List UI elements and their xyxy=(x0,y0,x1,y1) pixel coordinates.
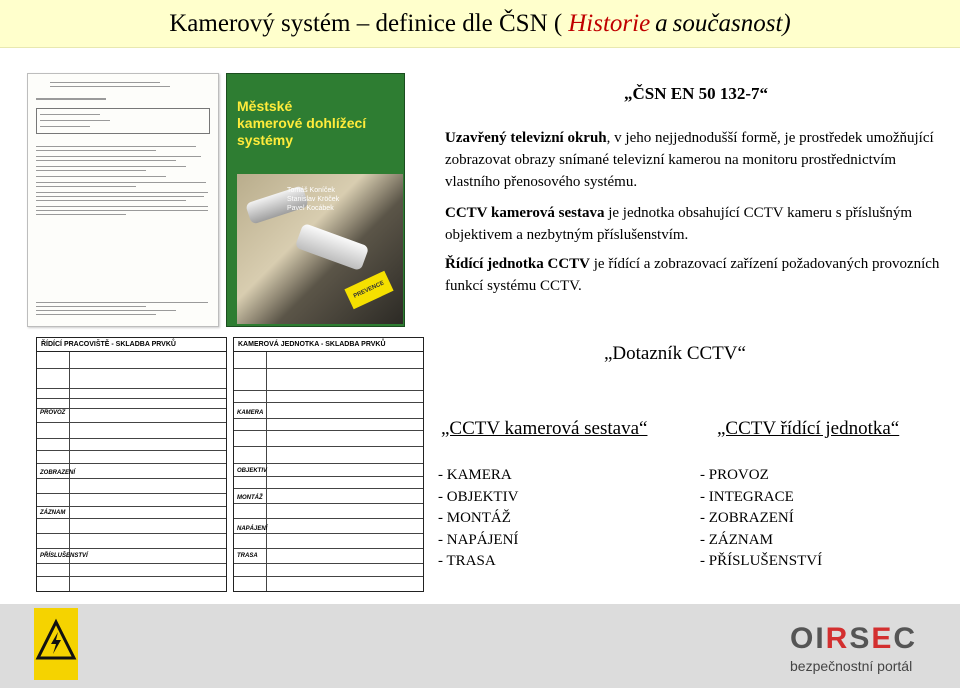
list-item: - TRASA xyxy=(438,553,496,570)
book-author: Tomáš Koníček xyxy=(287,187,335,194)
list-item: - KAMERA xyxy=(438,467,512,483)
high-voltage-warning-icon xyxy=(34,608,78,680)
form-section-label: PROVOZ xyxy=(40,410,66,416)
definition-paragraph xyxy=(445,127,945,193)
title-historie: Historie xyxy=(568,9,651,37)
standard-heading: „ČSN EN 50 132-7“ xyxy=(624,84,769,103)
form-section-label: ZÁZNAM xyxy=(40,510,66,516)
logo-text: OIRSEC xyxy=(790,622,918,655)
camera-component-list xyxy=(438,465,518,573)
book-author: Pavel Kocábek xyxy=(287,205,334,212)
slide-title xyxy=(0,0,960,48)
orsec-logo xyxy=(790,622,945,674)
definition-term: CCTV kamerová sestava xyxy=(445,205,605,221)
list-item: - OBJEKTIV xyxy=(438,488,519,505)
list-item: - PŘÍSLUŠENSTVÍ xyxy=(700,553,823,570)
title-soucasnost: současnost) xyxy=(672,9,791,37)
title-main: Kamerový systém – definice dle ČSN ( xyxy=(169,9,563,37)
definition-term: Uzavřený televizní okruh xyxy=(445,130,607,146)
definition-paragraph xyxy=(445,202,945,246)
form-header: ŘÍDÍCÍ PRACOVIŠTĚ - SKLADBA PRVKŮ xyxy=(37,338,226,352)
list-item: - ZOBRAZENÍ xyxy=(700,510,794,527)
book-authors xyxy=(287,186,339,213)
book-title: Městské kamerové dohlížecí systémy xyxy=(237,98,367,148)
form-camera-unit xyxy=(233,337,424,592)
list-item: - PROVOZ xyxy=(700,467,769,483)
list-item: - ZÁZNAM xyxy=(700,531,773,548)
column-heading-camera: „CCTV kamerová sestava“ xyxy=(441,418,648,439)
prevence-badge: PREVENCE xyxy=(344,271,393,310)
list-item: - NAPÁJENÍ xyxy=(438,531,519,548)
form-section-label: PŘÍSLUŠENSTVÍ xyxy=(40,553,88,559)
form-section-label: OBJEKTIV xyxy=(237,468,268,474)
definition-text: je řídící a zobrazovací zařízení požadovaných provozních funkcí systému CCTV. xyxy=(445,256,940,294)
list-item: - INTEGRACE xyxy=(700,488,794,505)
column-heading-control: „CCTV řídící jednotka“ xyxy=(717,418,900,439)
definition-paragraph xyxy=(445,253,945,297)
questionnaire-heading: „Dotazník CCTV“ xyxy=(604,343,746,364)
book-author: Stanislav Kröček xyxy=(287,196,340,203)
form-section-label: TRASA xyxy=(237,553,258,559)
form-section-label: ZOBRAZENÍ xyxy=(40,470,75,476)
book-cover-image xyxy=(226,73,405,327)
standard-document-image xyxy=(27,73,219,327)
control-unit-list xyxy=(700,465,822,573)
form-section-label: MONTÁŽ xyxy=(237,495,263,501)
form-section-label: KAMERA xyxy=(237,410,264,416)
title-conjunction: a xyxy=(655,9,668,37)
definition-term: Řídící jednotka CCTV xyxy=(445,256,591,272)
definition-text: je jednotka obsahující CCTV kameru s příslušným objektivem a nezbytným příslušenstvím. xyxy=(445,205,913,243)
form-section-label: NAPÁJENÍ xyxy=(237,526,268,532)
logo-tagline: bezpečnostní portál xyxy=(790,658,913,674)
form-header: KAMEROVÁ JEDNOTKA - SKLADBA PRVKŮ xyxy=(234,338,423,352)
list-item: - MONTÁŽ xyxy=(438,510,511,527)
form-control-station xyxy=(36,337,227,592)
definition-text: , v jeho nejjednodušší formě, je prostředek umožňující zobrazovat obrazy snímané televizní kamerou na monitoru prostřednictvím vlastního přenosového systému. xyxy=(445,130,934,190)
